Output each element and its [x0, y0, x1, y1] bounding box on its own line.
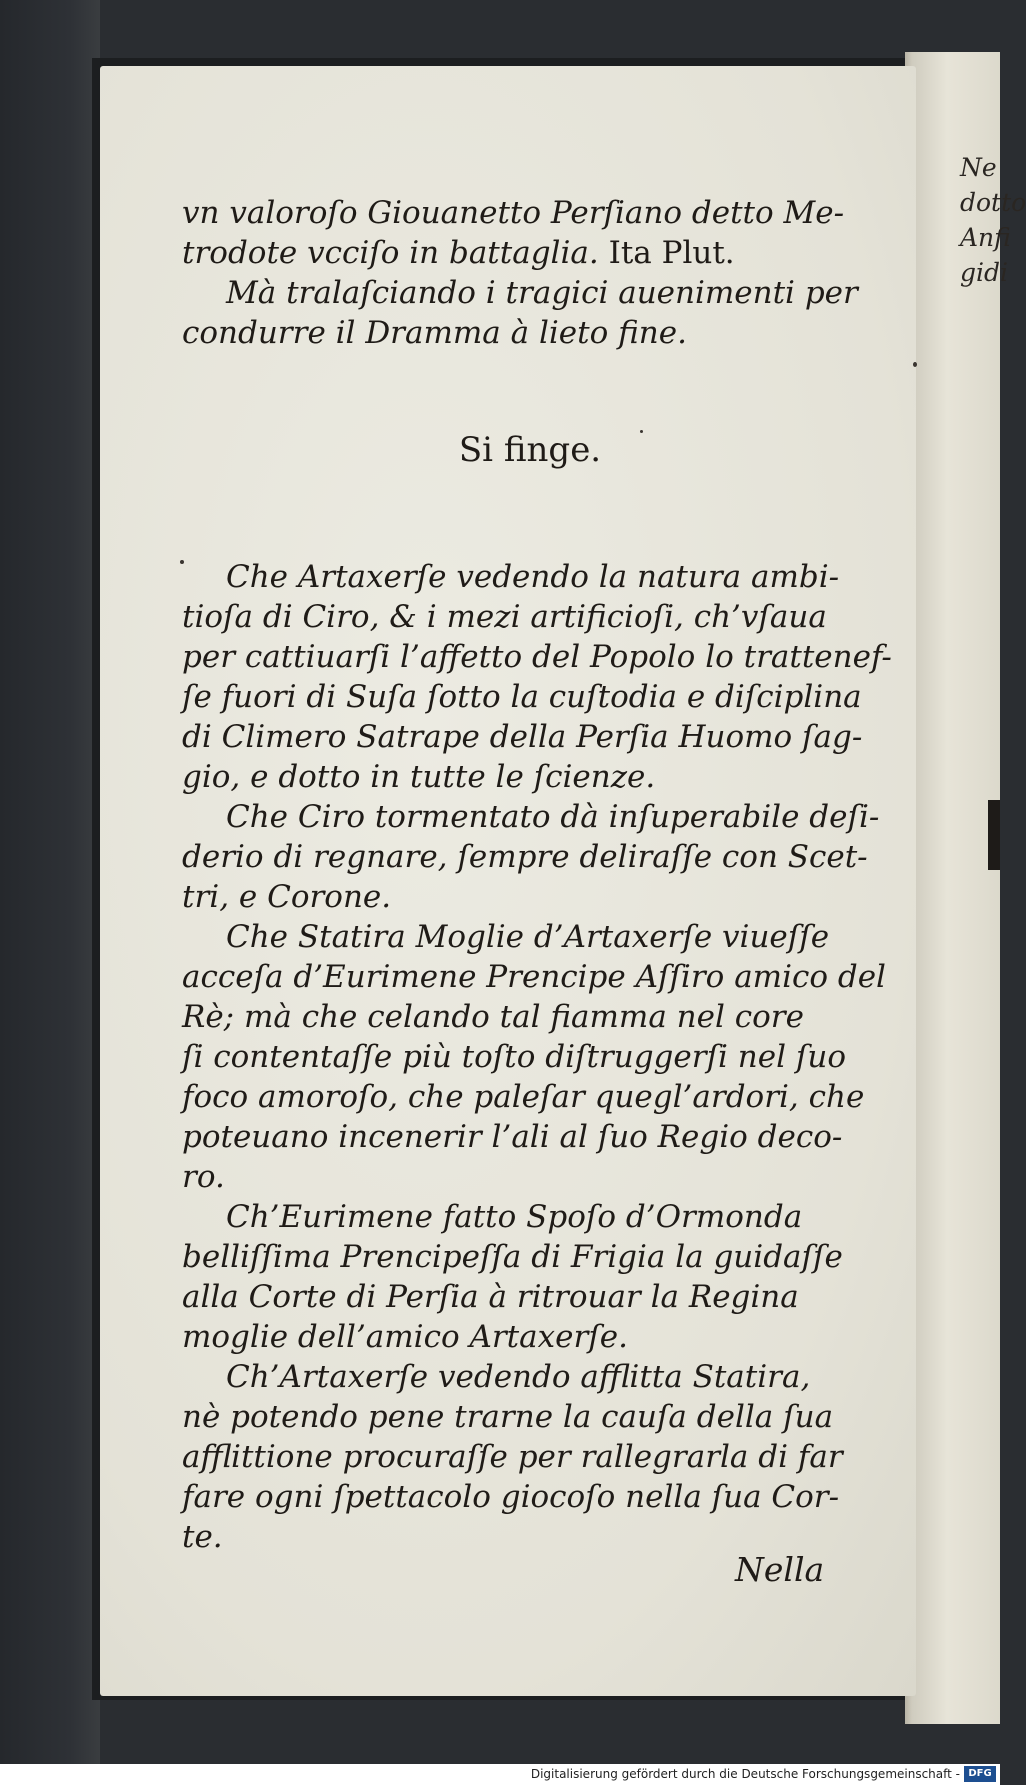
facing-page-word: Ne: [960, 153, 997, 182]
text-line: ro.: [182, 1159, 225, 1195]
ink-speck: [913, 362, 917, 367]
text-line: acceſa d’Eurimene Prencipe Aſſiro amico del: [182, 959, 886, 995]
text-line: fare ogni ſpettacolo giocoſo nella ſua Cor-: [182, 1479, 840, 1515]
text-line: trodote vcciſo in battaglia. Ita Plut.: [182, 235, 735, 271]
facing-page-ornament: [988, 800, 1000, 870]
text-line: Mà tralaſciando i tragici auenimenti per: [226, 275, 858, 311]
text-line: tioſa di Ciro, & i mezi artificioſi, ch’vſaua: [182, 599, 827, 635]
text-line: derio di regnare, ſempre deliraſſe con Scet-: [182, 839, 868, 875]
text-line: Che Statira Moglie d’Artaxerſe viueſſe: [226, 919, 830, 955]
scanner-backdrop: [0, 0, 100, 1785]
text-line: afflittione procuraſſe per rallegrarla di far: [182, 1439, 843, 1475]
argument-body: [182, 557, 892, 1557]
ink-speck: [180, 560, 184, 564]
text-line: foco amoroſo, che paleſar quegl’ardori, che: [182, 1079, 865, 1115]
text-line: Che Artaxerſe vedendo la natura ambi-: [226, 559, 840, 595]
text-line: poteuano incenerir l’ali al ſuo Regio deco-: [182, 1119, 843, 1155]
text-line: vn valoroſo Giouanetto Perſiano detto Me-: [182, 195, 845, 231]
text-line: Rè; mà che celando tal fiamma nel core: [182, 999, 804, 1035]
text-line: condurre il Dramma à lieto fine.: [182, 315, 687, 351]
footer-credit: Digitalisierung gefördert durch die Deutsche Forschungsgemeinschaft -: [530, 1767, 960, 1781]
text-line: moglie dell’amico Artaxerſe.: [182, 1319, 628, 1355]
facing-page-word: dotto: [960, 188, 1026, 217]
text-line: belliſſima Prencipeſſa di Frigia la guidaſſe: [182, 1239, 843, 1275]
text-line: per cattiuarſi l’affetto del Popolo lo trattenef-: [182, 639, 892, 675]
facing-page-word: Anfi: [960, 223, 1011, 252]
text-line: gio, e dotto in tutte le ſcienze.: [182, 759, 656, 795]
catchword: Nella: [735, 1550, 825, 1589]
text-line: Ch’Artaxerſe vedendo afflitta Statira,: [226, 1359, 811, 1395]
top-passage: [182, 193, 882, 353]
facing-page-word: gidi: [960, 258, 1008, 287]
text-line: te.: [182, 1519, 223, 1555]
section-heading: Si finge.: [458, 430, 602, 470]
citation: Ita Plut.: [598, 235, 735, 271]
text-line: Ch’Eurimene fatto Spoſo d’Ormonda: [226, 1199, 803, 1235]
text-line: Che Ciro tormentato dà inſuperabile deſi-: [226, 799, 880, 835]
text-line: tri, e Corone.: [182, 879, 392, 915]
facing-page-text: [960, 150, 1026, 290]
text-line: nè potendo pene trarne la cauſa della ſua: [182, 1399, 834, 1435]
text-line: ſi contentaſſe più toſto diſtruggerſi nel ſuo: [182, 1039, 846, 1075]
ink-speck: [640, 430, 643, 433]
text-line: alla Corte di Perſia à ritrouar la Regina: [182, 1279, 799, 1315]
text-line: di Climero Satrape della Perſia Huomo ſag-: [182, 719, 863, 755]
dfg-logo: DFG: [964, 1766, 996, 1782]
facing-page-fragment: [912, 52, 1026, 1724]
text-line: ſe fuori di Suſa ſotto la cuſtodia e diſciplina: [182, 679, 862, 715]
